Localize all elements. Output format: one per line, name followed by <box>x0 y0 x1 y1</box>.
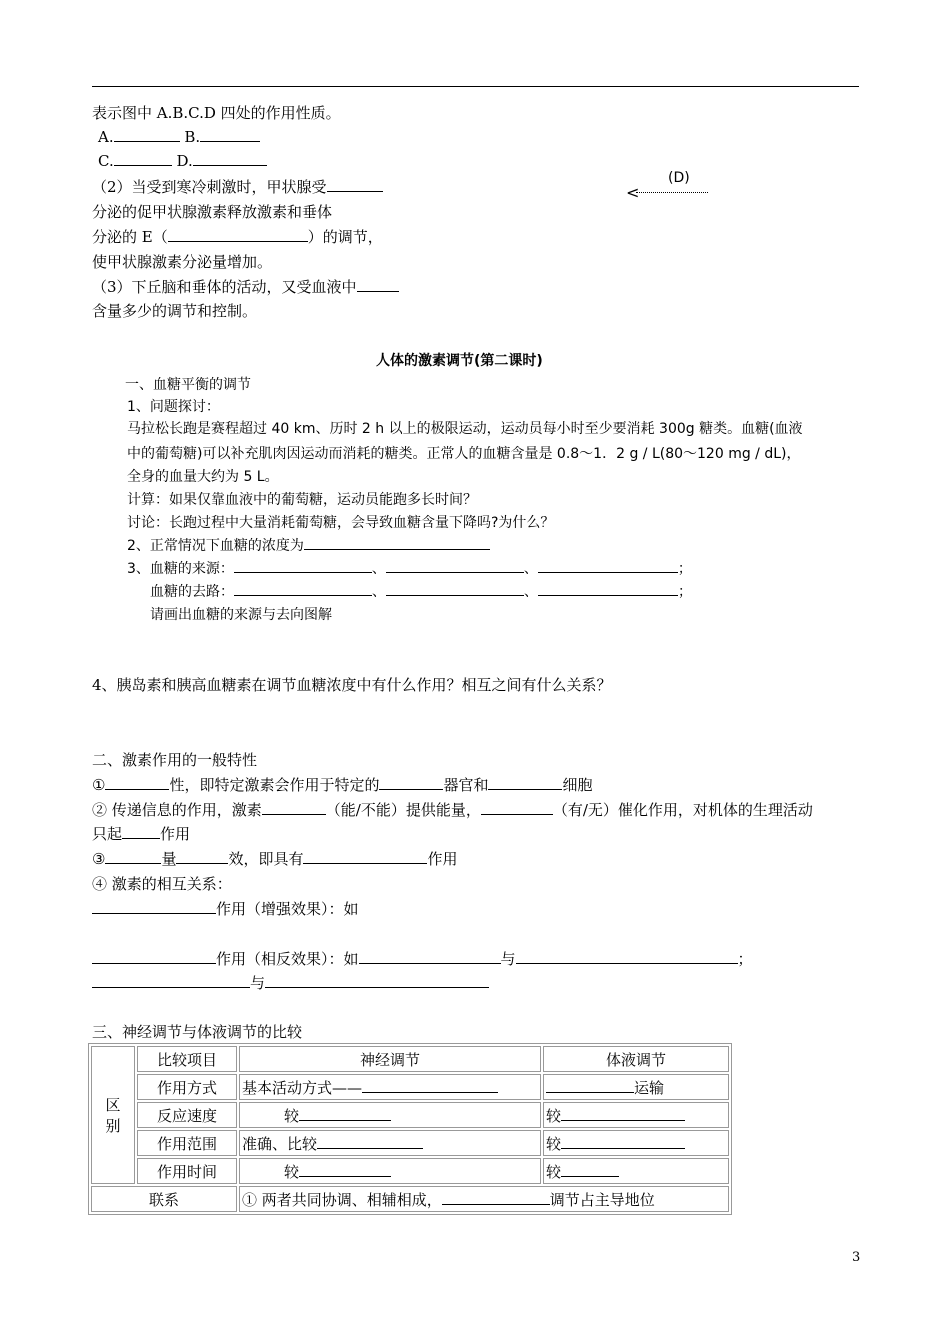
link-label: 联系 <box>91 1186 237 1212</box>
q3-source-line: 3、血糖的来源： 、 、 ； <box>127 558 692 578</box>
blank-concentration[interactable] <box>304 535 490 550</box>
row-neural: 准确、比较 <box>239 1130 541 1156</box>
blank-s2-3[interactable] <box>488 775 562 790</box>
blank-q3[interactable] <box>357 277 399 292</box>
s2-line-3: 只起 作用 <box>92 825 191 843</box>
blank-t-9[interactable] <box>442 1190 550 1205</box>
arrow-left-icon: < <box>626 183 640 202</box>
blank-s2-12[interactable] <box>359 949 501 964</box>
blank-t-1[interactable] <box>362 1078 498 1093</box>
blank-s2-5[interactable] <box>481 800 553 815</box>
blank-t-8[interactable] <box>561 1162 619 1177</box>
row-item: 反应速度 <box>137 1102 237 1128</box>
blank-sink-1[interactable] <box>234 581 372 596</box>
paragraph-line-2: 中的葡萄糖)可以补充肌肉因运动而消耗的糖类。正常人的血糖含量是 0.8～1．2 g / L(80～120 mg / dL)， <box>127 446 801 462</box>
row-neural: 较 <box>239 1102 541 1128</box>
discuss-question: 讨论：长跑过程中大量消耗葡萄糖，会导致血糖含量下降吗?为什么？ <box>127 515 555 531</box>
row-neural: 基本活动方式—— <box>239 1074 541 1100</box>
comparison-table <box>88 1043 732 1215</box>
blank-sink-2[interactable] <box>386 581 524 596</box>
blank-d[interactable] <box>193 151 267 166</box>
q3-line1: （3）下丘脑和垂体的活动，又受血液中 <box>92 276 399 297</box>
blank-source-2[interactable] <box>386 558 524 573</box>
diagram-label-d: (D) <box>668 170 690 186</box>
q2-line3: 分泌的 E（ ）的调节， <box>92 228 383 246</box>
section3-heading: 三、神经调节与体液调节的比较 <box>92 1023 303 1041</box>
s2-line-7: 作用（相反效果）：如 与 ； <box>92 948 753 969</box>
s2-line-2: ② 传递信息的作用，激素 （能/不能）提供能量， （有/无）催化作用，对机体的生理活动 <box>92 801 813 819</box>
blank-s2-1[interactable] <box>105 775 169 790</box>
blank-q2-1[interactable] <box>327 177 383 192</box>
row-item: 作用范围 <box>137 1130 237 1156</box>
blank-t-3[interactable] <box>299 1106 391 1121</box>
calc-question: 计算：如果仅靠血液中的葡萄糖，运动员能跑多长时间？ <box>127 492 477 508</box>
table-header-row <box>91 1046 729 1072</box>
blank-s2-14[interactable] <box>92 973 250 988</box>
blank-t-6[interactable] <box>561 1134 685 1149</box>
header-rule <box>92 86 859 87</box>
row-humoral: 较 <box>543 1102 729 1128</box>
blank-s2-13[interactable] <box>516 949 738 964</box>
table-row <box>91 1158 729 1184</box>
header-neural: 神经调节 <box>239 1046 541 1072</box>
q2-line2: 分泌的促甲状腺激素释放激素和垂体 <box>92 203 333 221</box>
intro-line: 表示图中 A.B.C.D 四处的作用性质。 <box>92 104 341 122</box>
blank-q2-e[interactable] <box>168 227 308 242</box>
section2-heading: 二、激素作用的一般特性 <box>92 751 258 769</box>
blank-t-7[interactable] <box>299 1162 391 1177</box>
blank-s2-11[interactable] <box>92 949 216 964</box>
link-content: ① 两者共同协调、相辅相成， 调节占主导地位 <box>239 1186 729 1212</box>
answer-line-ab: A. B. <box>98 127 260 146</box>
s2-line-6: 作用（增强效果）：如 <box>92 898 359 919</box>
row-humoral: 运输 <box>543 1074 729 1100</box>
blank-source-1[interactable] <box>234 558 372 573</box>
blank-c[interactable] <box>114 151 172 166</box>
q2-blood-sugar: 2、正常情况下血糖的浓度为 <box>127 535 490 555</box>
row-item: 作用时间 <box>137 1158 237 1184</box>
s2-line-4: ③ 量 效，即具有 作用 <box>92 850 458 868</box>
table-row <box>91 1130 729 1156</box>
diagram-arrow-line <box>636 192 708 193</box>
draw-diagram-prompt: 请画出血糖的来源与去向图解 <box>150 607 332 623</box>
blank-s2-15[interactable] <box>265 973 489 988</box>
blank-s2-9[interactable] <box>303 849 427 864</box>
blank-b[interactable] <box>200 127 260 142</box>
blank-t-2[interactable] <box>546 1078 634 1093</box>
blank-a[interactable] <box>114 127 180 142</box>
blank-t-4[interactable] <box>561 1106 685 1121</box>
q2-line4: 使甲状腺激素分泌量增加。 <box>92 253 273 271</box>
page-number: 3 <box>852 1250 861 1265</box>
blank-s2-8[interactable] <box>176 849 228 864</box>
table-row <box>91 1074 729 1100</box>
s2-line-5: ④ 激素的相互关系： <box>92 875 232 893</box>
s2-line-1: ① 性，即特定激素会作用于特定的 器官和 细胞 <box>92 776 593 794</box>
blank-s2-10[interactable] <box>92 899 216 914</box>
s2-line-8: 与 <box>92 972 489 993</box>
blank-s2-4[interactable] <box>262 800 326 815</box>
blank-t-5[interactable] <box>317 1134 423 1149</box>
blank-s2-2[interactable] <box>379 775 443 790</box>
side-label-cell: 区 别 <box>91 1046 135 1184</box>
answer-line-cd: C. D. <box>98 151 267 170</box>
section1-q1: 1、问题探讨： <box>127 399 220 415</box>
link-row <box>91 1186 729 1212</box>
row-neural: 较 <box>239 1158 541 1184</box>
q3-line2: 含量多少的调节和控制。 <box>92 302 258 320</box>
blank-s2-6[interactable] <box>122 824 160 839</box>
paragraph-line-3: 全身的血量大约为 5 L。 <box>127 469 279 485</box>
blank-sink-3[interactable] <box>538 581 678 596</box>
q2-line1: （2）当受到寒冷刺激时，甲状腺受 <box>92 176 383 197</box>
paragraph-line-1: 马拉松长跑是赛程超过 40 km、历时 2 h 以上的极限运动，运动员每小时至少要消耗 300g 糖类。血糖(血液 <box>127 421 803 437</box>
row-humoral: 较 <box>543 1158 729 1184</box>
row-item: 作用方式 <box>137 1074 237 1100</box>
blank-s2-7[interactable] <box>105 849 161 864</box>
row-humoral: 较 <box>543 1130 729 1156</box>
lesson-title: 人体的激素调节(第二课时) <box>376 353 543 369</box>
header-item: 比较项目 <box>137 1046 237 1072</box>
table-row <box>91 1102 729 1128</box>
section1-heading: 一、血糖平衡的调节 <box>125 377 251 393</box>
q4-question: 4、胰岛素和胰高血糖素在调节血糖浓度中有什么作用？相互之间有什么关系？ <box>92 676 612 694</box>
blank-source-3[interactable] <box>538 558 678 573</box>
q3-sink-line: 血糖的去路： 、 、 ； <box>150 581 692 601</box>
header-humoral: 体液调节 <box>543 1046 729 1072</box>
